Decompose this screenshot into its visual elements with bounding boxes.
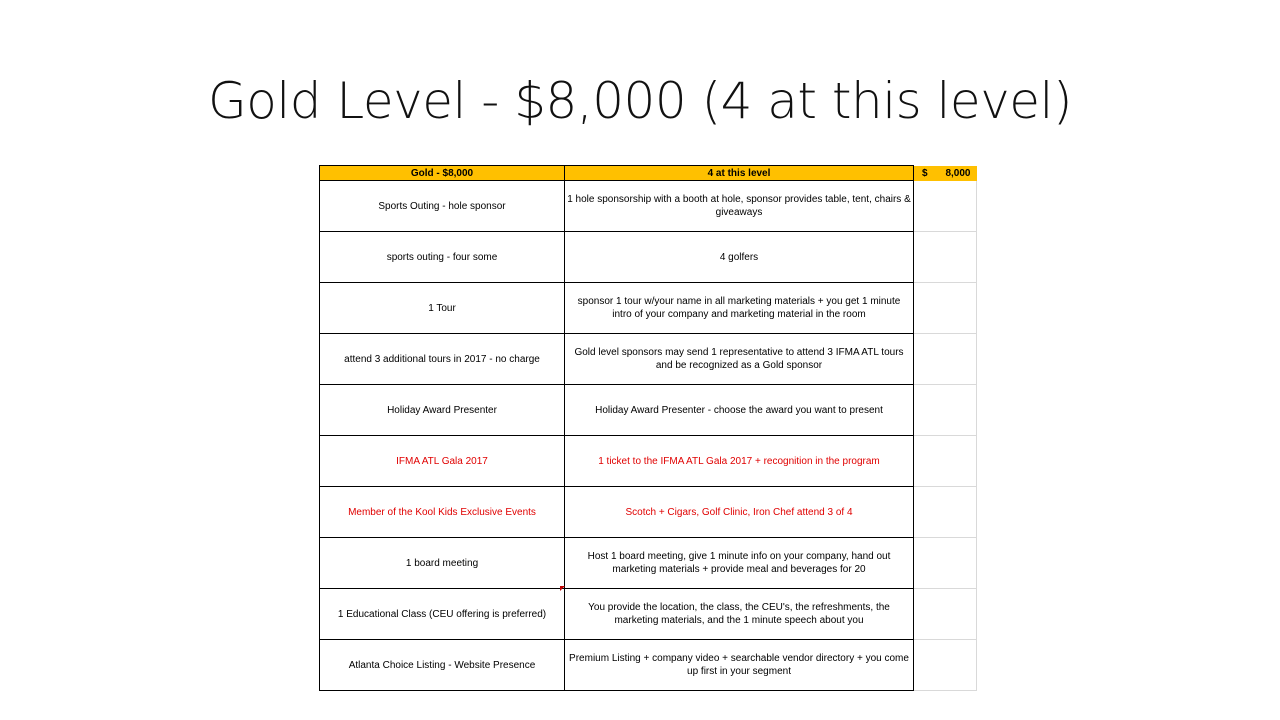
table-row: [320, 487, 977, 538]
benefit-item-cell: Atlanta Choice Listing - Website Presence: [320, 640, 565, 691]
benefit-item-cell: IFMA ATL Gala 2017: [320, 436, 565, 487]
empty-cell: [914, 538, 977, 589]
empty-cell: [914, 640, 977, 691]
empty-cell: [914, 283, 977, 334]
table-row: [320, 334, 977, 385]
empty-cell: [914, 385, 977, 436]
benefit-description-cell: sponsor 1 tour w/your name in all marketing materials + you get 1 minute intro of your company and marketing material in the room: [565, 283, 914, 334]
benefit-description-cell: Holiday Award Presenter - choose the award you want to present: [565, 385, 914, 436]
benefit-description-cell: You provide the location, the class, the CEU's, the refreshments, the marketing materials, and the 1 minute speech about you: [565, 589, 914, 640]
benefit-item-cell: 1 board meeting: [320, 538, 565, 589]
empty-cell: [914, 334, 977, 385]
empty-cell: [914, 436, 977, 487]
header-count-cell: 4 at this level: [565, 166, 914, 181]
empty-cell: [914, 589, 977, 640]
benefit-item-cell: Member of the Kool Kids Exclusive Events: [320, 487, 565, 538]
table-row: [320, 385, 977, 436]
benefit-description-cell: Host 1 board meeting, give 1 minute info on your company, hand out marketing materials + provide meal and beverages for 20: [565, 538, 914, 589]
table-row: [320, 283, 977, 334]
benefit-item-cell: Sports Outing - hole sponsor: [320, 181, 565, 232]
table-row: [320, 181, 977, 232]
benefit-item-cell: attend 3 additional tours in 2017 - no charge: [320, 334, 565, 385]
benefit-description-cell: Gold level sponsors may send 1 representative to attend 3 IFMA ATL tours and be recognized as a Gold sponsor: [565, 334, 914, 385]
table-row: [320, 436, 977, 487]
benefit-description-cell: Scotch + Cigars, Golf Clinic, Iron Chef attend 3 of 4: [565, 487, 914, 538]
benefit-item-cell: 1 Educational Class (CEU offering is preferred): [320, 589, 565, 640]
header-price-cell: [914, 166, 977, 181]
table-row: [320, 640, 977, 691]
table-row: [320, 538, 977, 589]
comment-indicator-icon: [560, 586, 565, 591]
benefit-description-cell: 1 ticket to the IFMA ATL Gala 2017 + recognition in the program: [565, 436, 914, 487]
benefit-item-cell: 1 Tour: [320, 283, 565, 334]
header-level-cell: Gold - $8,000: [320, 166, 565, 181]
slide-title: Gold Level - $8,000 (4 at this level): [208, 72, 1072, 130]
price-amount: 8,000: [945, 167, 971, 179]
table-row: [320, 232, 977, 283]
currency-symbol: $: [922, 167, 928, 179]
benefit-description-cell: 1 hole sponsorship with a booth at hole, sponsor provides table, tent, chairs & giveaways: [565, 181, 914, 232]
empty-cell: [914, 181, 977, 232]
benefit-description-cell: Premium Listing + company video + searchable vendor directory + you come up first in your segment: [565, 640, 914, 691]
table-row: [320, 589, 977, 640]
empty-cell: [914, 232, 977, 283]
sponsorship-table: [319, 165, 977, 691]
empty-cell: [914, 487, 977, 538]
benefit-item-cell: Holiday Award Presenter: [320, 385, 565, 436]
benefit-description-cell: 4 golfers: [565, 232, 914, 283]
table-header-row: [320, 166, 977, 181]
benefit-item-cell: sports outing - four some: [320, 232, 565, 283]
